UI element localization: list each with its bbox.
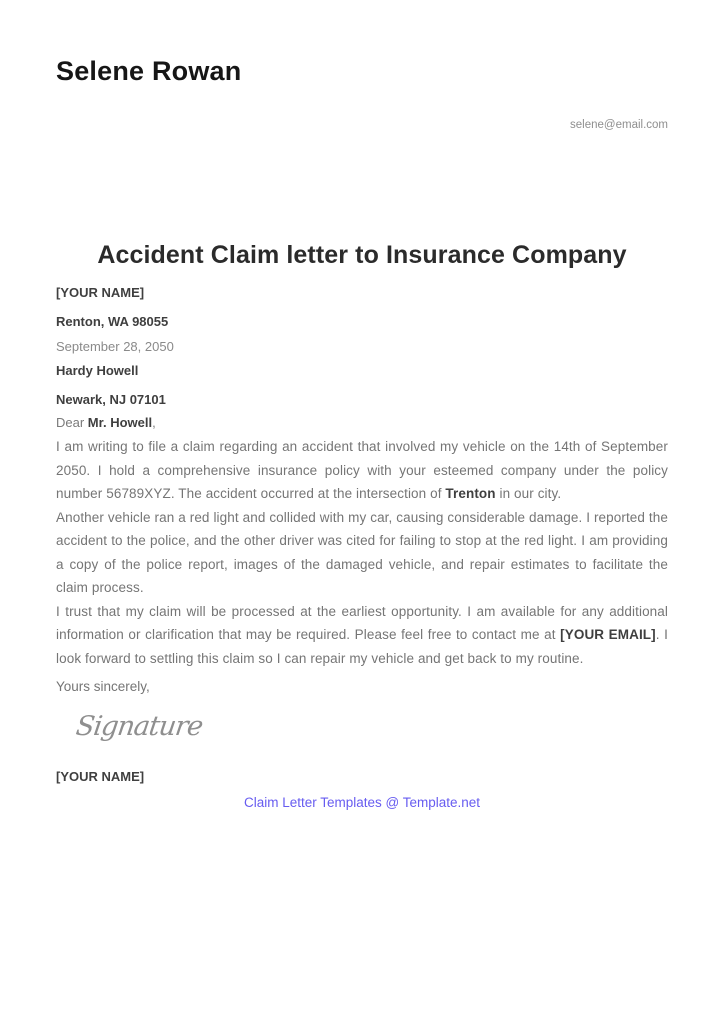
salutation-recipient: Mr. Howell <box>87 415 153 430</box>
recipient-name: Hardy Howell <box>56 363 139 378</box>
paragraph-1-text-a: I am writing to file a claim regarding an accident that involved my vehicle on the 14th of September 2050. I hold a comprehensive insurance policy with your esteemed company under the policy number 56789XYZ. The accident occurred at the intersection of <box>56 439 668 501</box>
salutation <box>56 415 668 430</box>
paragraph-1-bold-trenton: Trenton <box>445 486 496 501</box>
page-header-name: Selene Rowan <box>56 56 242 86</box>
closing-line: Yours sincerely, <box>56 679 150 694</box>
letter-date: September 28, 2050 <box>56 339 174 354</box>
paragraph-3-bold-your-email: [YOUR EMAIL] <box>560 627 656 642</box>
letter-title: Accident Claim letter to Insurance Company <box>97 241 627 269</box>
paragraph-3-text-b: . I look forward to settling this claim so I can repair my vehicle and get back to my routine. <box>56 627 668 666</box>
paragraph-1 <box>56 435 668 506</box>
paragraph-1-text-b: in our city. <box>495 486 562 501</box>
header-email: selene@email.com <box>570 119 668 131</box>
paragraph-3 <box>56 600 668 671</box>
sender-address: Renton, WA 98055 <box>56 314 169 329</box>
paragraph-3-text-a: I trust that my claim will be processed at the earliest opportunity. I am available for any additional information or clarification that may be required. Please feel free to contact me at <box>56 603 668 642</box>
signer-name-placeholder: [YOUR NAME] <box>56 769 145 784</box>
salutation-prefix: Dear <box>56 415 88 430</box>
signature-script: Signature <box>74 711 205 742</box>
sender-name-placeholder: [YOUR NAME] <box>56 285 145 300</box>
paragraph-2 <box>56 506 668 600</box>
paragraph-2-text: Another vehicle ran a red light and collided with my car, causing considerable damage. I reported the accident to the police, and the other driver was cited for failing to stop at the red light. I am providing a copy of the police report, images of the damaged vehicle, and repair estimates to facilitate the claim process. <box>56 509 668 595</box>
template-net-link[interactable]: Claim Letter Templates @ Template.net <box>243 795 481 810</box>
salutation-suffix: , <box>152 415 156 430</box>
recipient-address: Newark, NJ 07101 <box>56 392 166 407</box>
